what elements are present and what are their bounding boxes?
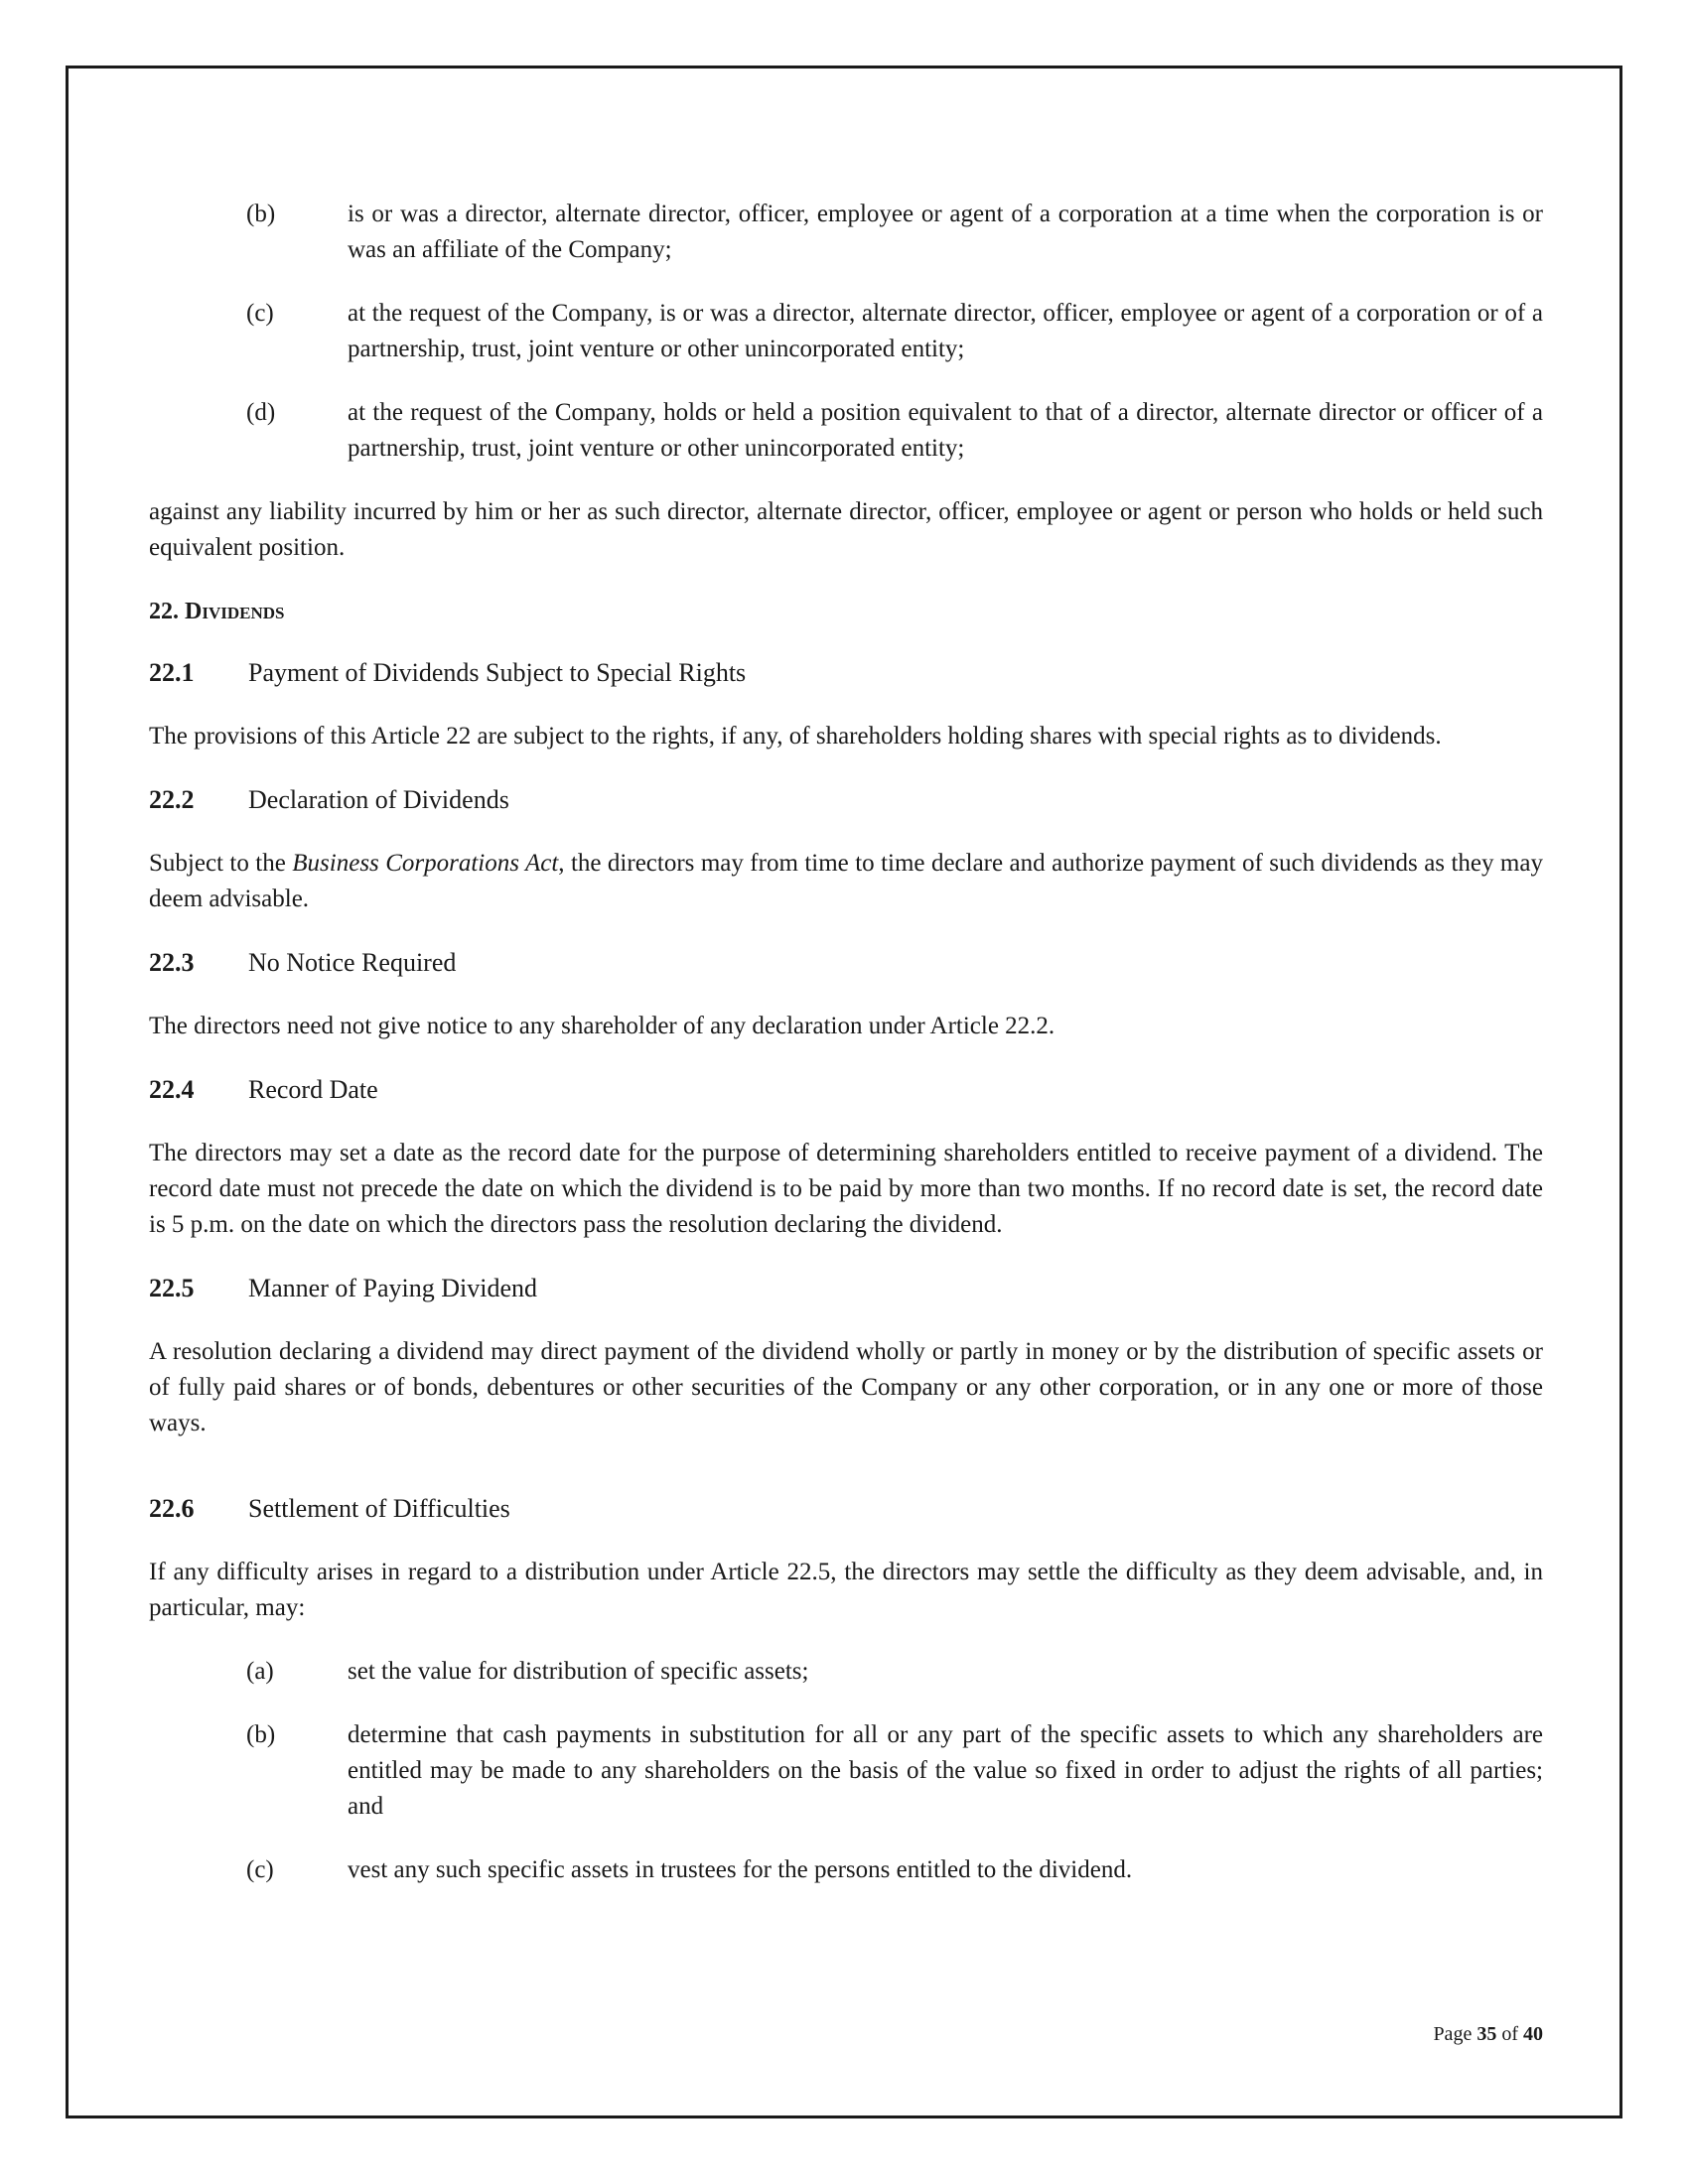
list-marker: (b) (246, 201, 276, 227)
body-text: , the directors may from time to time declare and authorize payment of such dividends as they may deem advisable. (149, 850, 1543, 912)
section-body: The provisions of this Article 22 are subject to the rights, if any, of shareholders holding shares with special rights as to dividends. (149, 723, 1442, 750)
list-marker: (b) (246, 1721, 276, 1748)
list-marker: (d) (246, 399, 276, 426)
section-heading (149, 1491, 1543, 1527)
article-number: 22. (149, 599, 179, 624)
list-text: at the request of the Company, holds or held a position equivalent to that of a director, alternate director or officer of a partnership, trust, joint venture or other unincorporated entity; (348, 399, 1543, 462)
section-body: A resolution declaring a dividend may direct payment of the dividend wholly or partly in money or by the distribution of specific assets or of fully paid shares or of bonds, debentures or other securities of the Company or any other corporation, or in any one or more of those ways. (149, 1338, 1543, 1436)
list-text: vest any such specific assets in trustees for the persons entitled to the dividend. (348, 1856, 1133, 1883)
section-body: If any difficulty arises in regard to a distribution under Article 22.5, the directors may settle the difficulty as they deem advisable, and, in particular, may: (149, 1559, 1543, 1621)
body-text: Subject to the (149, 850, 293, 877)
section-title: No Notice Required (248, 948, 457, 977)
section-number: 22.5 (149, 1274, 195, 1302)
section-title: Declaration of Dividends (248, 785, 509, 814)
section-heading (149, 945, 1543, 981)
section-number: 22.1 (149, 658, 195, 687)
list-text: at the request of the Company, is or was a director, alternate director, officer, employee or agent of a corporation or of a partnership, trust, joint venture or other unincorporated entity; (348, 300, 1543, 362)
list-text: determine that cash payments in substitution for all or any part of the specific assets to which any shareholders are entitled may be made to any shareholders on the basis of the value so fixed in order to adjust the rights of all parties; and (348, 1721, 1543, 1820)
list-text: set the value for distribution of specific assets; (348, 1658, 809, 1685)
section-number: 22.3 (149, 948, 195, 977)
section-number: 22.4 (149, 1075, 195, 1104)
list-marker: (c) (246, 1856, 274, 1883)
section-number: 22.6 (149, 1494, 195, 1523)
section-title: Manner of Paying Dividend (248, 1274, 538, 1302)
section-heading (149, 1271, 1543, 1306)
list-marker: (a) (246, 1658, 274, 1685)
list-item (246, 1852, 1543, 1888)
document-body (149, 197, 1543, 1916)
list-item (246, 1654, 1543, 1690)
section-title: Record Date (248, 1075, 378, 1104)
section-body (149, 846, 1543, 917)
section-heading (149, 1072, 1543, 1108)
current-page-number: 35 (1477, 2023, 1497, 2045)
total-pages: 40 (1523, 2023, 1543, 2045)
section-heading (149, 655, 1543, 691)
section-heading (149, 782, 1543, 818)
list-item (246, 395, 1543, 467)
article-heading (149, 594, 1543, 629)
list-marker: (c) (246, 300, 274, 327)
list-item (246, 296, 1543, 367)
closing-paragraph: against any liability incurred by him or her as such director, alternate director, officer, employee or agent or person who holds or held such equivalent position. (149, 498, 1543, 561)
article-title: Dividends (185, 599, 285, 624)
of-label: of (1501, 2023, 1518, 2045)
page-number-footer (1433, 2020, 1543, 2048)
list-item (246, 197, 1543, 268)
section-body: The directors need not give notice to any shareholder of any declaration under Article 22.2. (149, 1013, 1055, 1039)
spacer (149, 1469, 1543, 1491)
list-item (246, 1717, 1543, 1825)
section-title: Payment of Dividends Subject to Special Rights (248, 658, 747, 687)
list-text: is or was a director, alternate director, officer, employee or agent of a corporation at a time when the corporation is or was an affiliate of the Company; (348, 201, 1543, 263)
page-label: Page (1433, 2023, 1473, 2045)
statute-name: Business Corporations Act (292, 850, 559, 877)
section-number: 22.2 (149, 785, 195, 814)
section-title: Settlement of Difficulties (248, 1494, 510, 1523)
section-body: The directors may set a date as the record date for the purpose of determining shareholders entitled to receive payment of a dividend. The record date must not precede the date on which the dividend is to be paid by more than two months. If no record date is set, the record date is 5 p.m. on the date on which the directors pass the resolution declaring the dividend. (149, 1140, 1543, 1238)
